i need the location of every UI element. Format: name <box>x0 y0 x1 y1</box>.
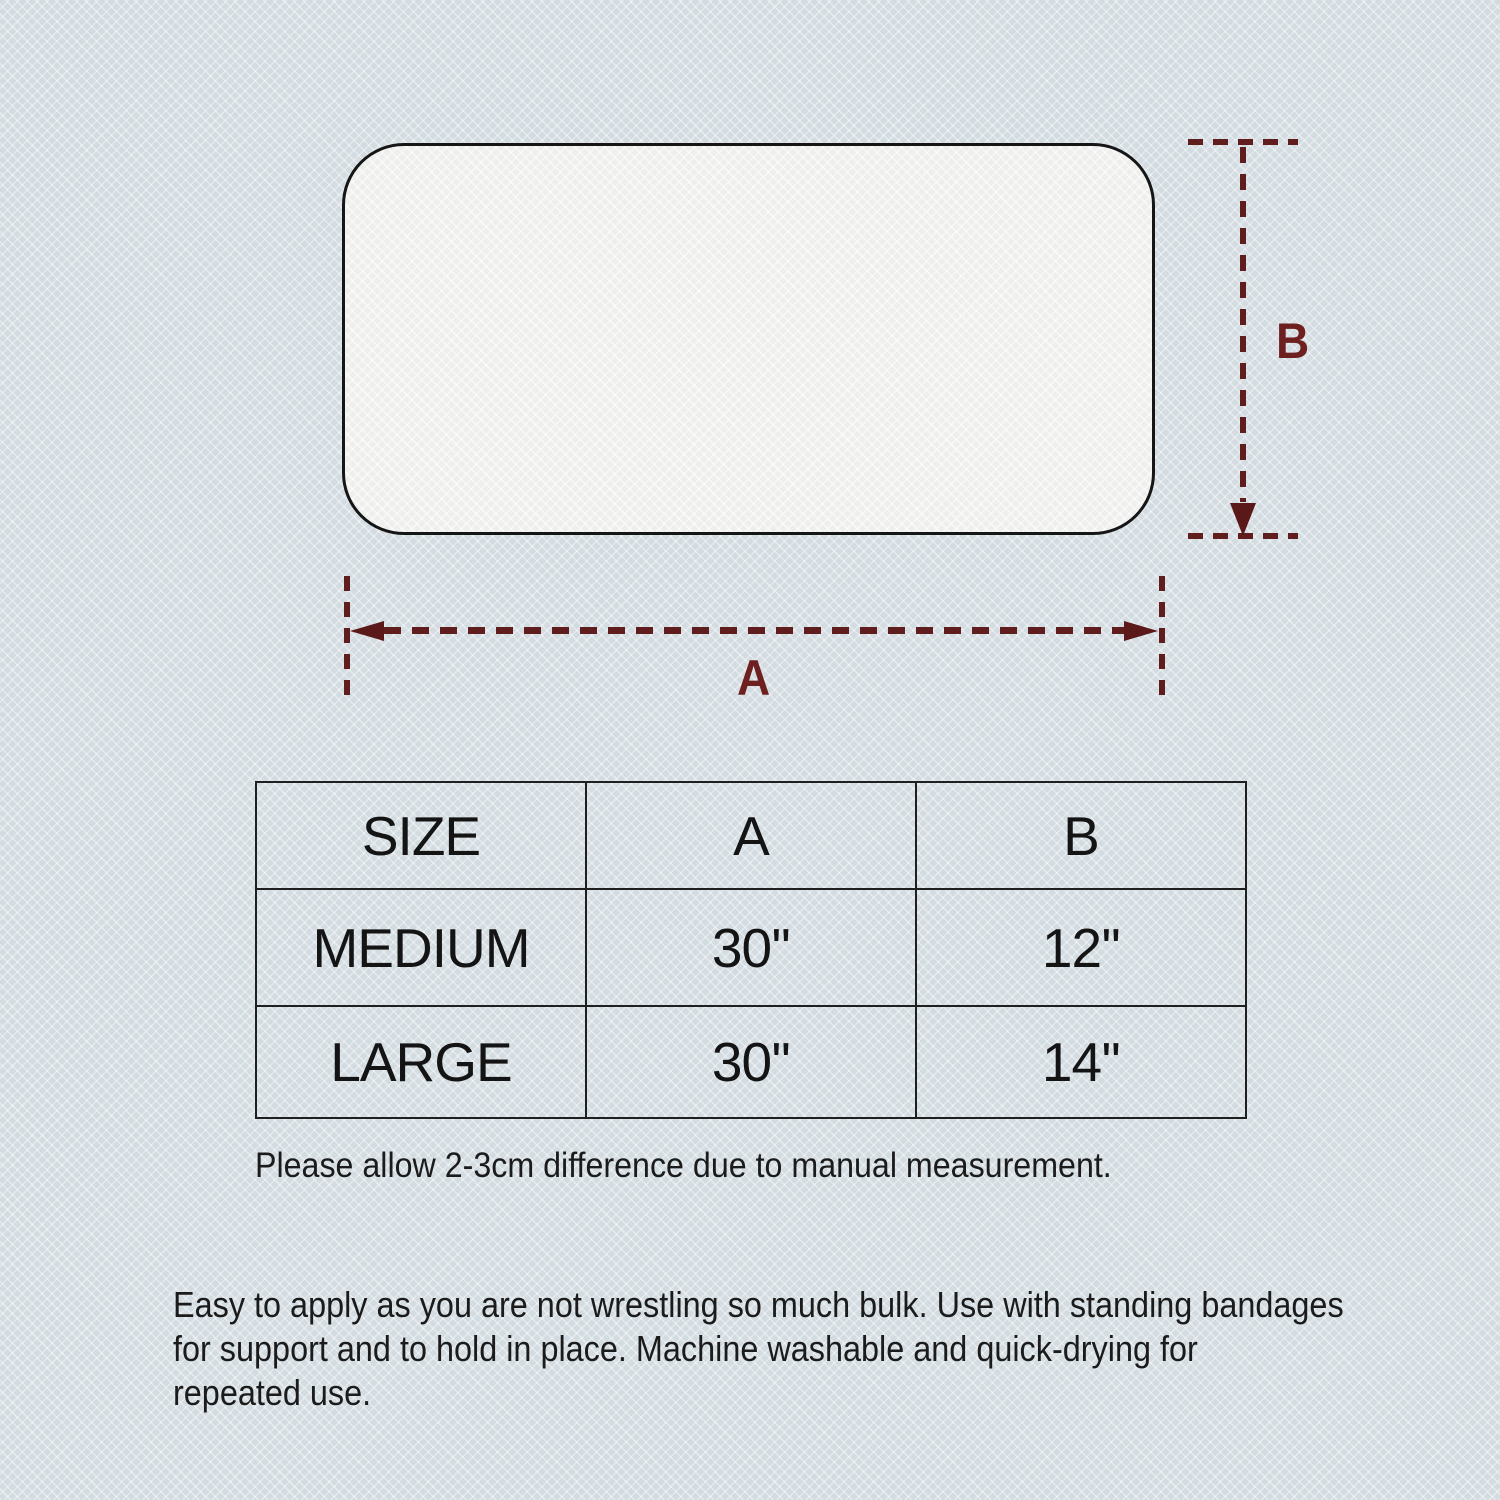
dimension-b-label: B <box>1276 313 1310 369</box>
arrow-right-icon <box>1124 621 1158 641</box>
size-cell: LARGE <box>256 1006 586 1118</box>
arrow-down-icon <box>1230 503 1256 536</box>
description-line: Easy to apply as you are not wrestling so much bulk. Use with standing bandages <box>173 1284 1344 1325</box>
dimension-a-label: A <box>737 650 771 706</box>
dimension-a-extension-right <box>1159 576 1165 704</box>
b-value-cell: 14'' <box>916 1006 1246 1118</box>
arrow-left-icon <box>350 621 384 641</box>
size-table-header-b: B <box>916 782 1246 889</box>
size-table-header-row <box>256 782 1246 889</box>
dimension-b-extension-top <box>1188 139 1298 145</box>
a-value-cell: 30'' <box>586 889 916 1006</box>
description-line: repeated use. <box>173 1372 372 1413</box>
size-table-header-a: A <box>586 782 916 889</box>
product-outline-shape <box>342 143 1155 535</box>
a-value-cell: 30'' <box>586 1006 916 1118</box>
size-cell: MEDIUM <box>256 889 586 1006</box>
size-table-header-size: SIZE <box>256 782 586 889</box>
dimension-b-line <box>1240 147 1246 502</box>
size-table <box>255 781 1247 1119</box>
b-value-cell: 12'' <box>916 889 1246 1006</box>
table-row <box>256 1006 1246 1118</box>
dimension-a-line <box>384 627 1126 634</box>
description-line: for support and to hold in place. Machine washable and quick-drying for <box>173 1328 1198 1369</box>
product-description <box>173 1283 1474 1415</box>
table-row <box>256 889 1246 1006</box>
measurement-note: Please allow 2-3cm difference due to manual measurement. <box>255 1146 1112 1185</box>
